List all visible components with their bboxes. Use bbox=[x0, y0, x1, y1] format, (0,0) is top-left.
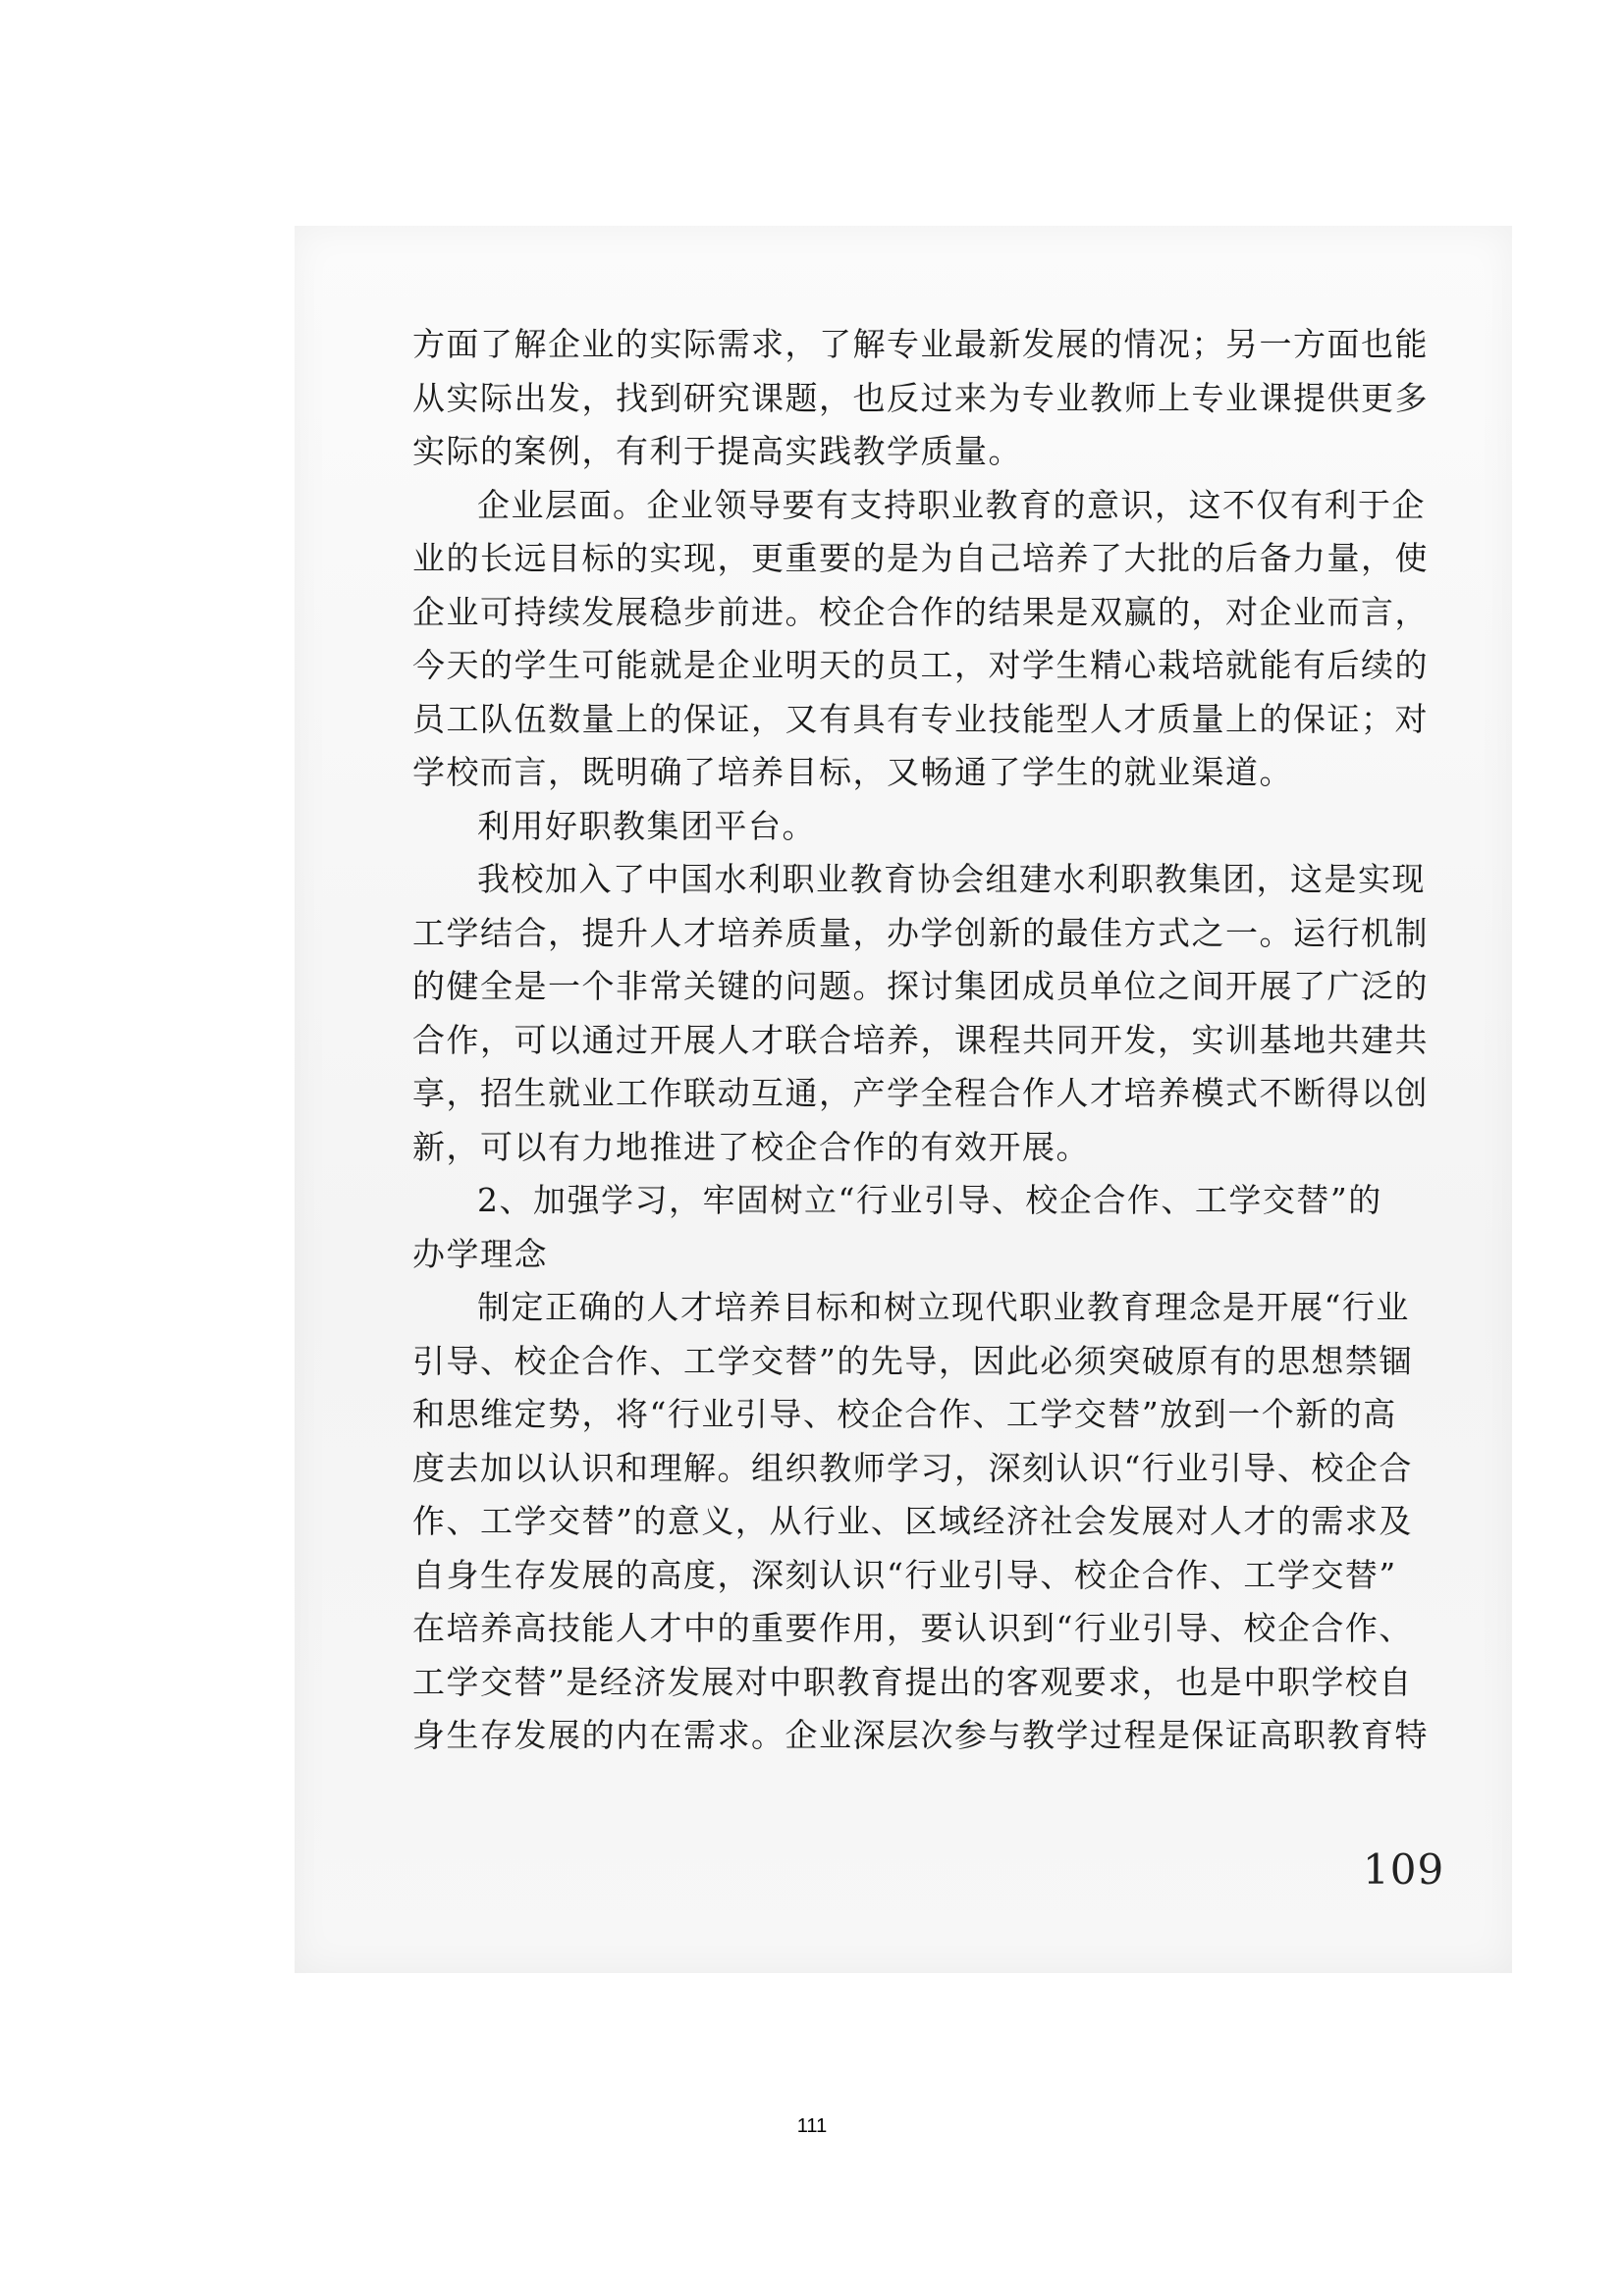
pdf-page-number: 111 bbox=[796, 2115, 828, 2137]
section-heading-line: 利用好职教集团平台。 bbox=[477, 806, 816, 845]
text-line: 工学交替”是经济发展对中职教育提出的客观要求，也是中职学校自 bbox=[412, 1662, 1413, 1701]
text-line: 合作，可以通过开展人才联合培养，课程共同开发，实训基地共建共 bbox=[412, 1020, 1429, 1059]
section-heading-line: 2、加强学习，牢固树立“行业引导、校企合作、工学交替”的 bbox=[477, 1181, 1382, 1219]
text-line: 实际的案例，有利于提高实践教学质量。 bbox=[412, 432, 1022, 470]
text-line: 工学结合，提升人才培养质量，办学创新的最佳方式之一。运行机制 bbox=[412, 913, 1429, 952]
text-line: 企业可持续发展稳步前进。校企合作的结果是双赢的，对企业而言， bbox=[412, 592, 1429, 631]
body-text bbox=[412, 318, 1429, 1763]
text-line: 自身生存发展的高度，深刻认识“行业引导、校企合作、工学交替” bbox=[412, 1555, 1397, 1594]
section-heading-line: 办学理念 bbox=[412, 1234, 548, 1273]
paragraph-start-line: 制定正确的人才培养目标和树立现代职业教育理念是开展“行业 bbox=[477, 1288, 1410, 1326]
text-line: 引导、校企合作、工学交替”的先导，因此必须突破原有的思想禁锢 bbox=[412, 1341, 1413, 1380]
text-line: 身生存发展的内在需求。企业深层次参与教学过程是保证高职教育特 bbox=[412, 1716, 1429, 1754]
text-line: 在培养高技能人才中的重要作用，要认识到“行业引导、校企合作、 bbox=[412, 1609, 1413, 1647]
text-line: 从实际出发，找到研究课题，也反过来为专业教师上专业课提供更多 bbox=[412, 378, 1429, 417]
text-line: 新，可以有力地推进了校企合作的有效开展。 bbox=[412, 1127, 1090, 1166]
text-line: 业的长远目标的实现，更重要的是为自己培养了大批的后备力量，使 bbox=[412, 539, 1429, 577]
scanned-page-number: 109 bbox=[1363, 1845, 1445, 1894]
text-line: 员工队伍数量上的保证，又有具有专业技能型人才质量上的保证；对 bbox=[412, 699, 1429, 738]
text-line: 度去加以认识和理解。组织教师学习，深刻认识“行业引导、校企合 bbox=[412, 1448, 1413, 1487]
paragraph-start-line: 企业层面。企业领导要有支持职业教育的意识，这不仅有利于企 bbox=[477, 485, 1426, 524]
text-line: 学校而言，既明确了培养目标，又畅通了学生的就业渠道。 bbox=[412, 753, 1293, 791]
text-line: 和思维定势，将“行业引导、校企合作、工学交替”放到一个新的高 bbox=[412, 1395, 1397, 1433]
text-line: 今天的学生可能就是企业明天的员工，对学生精心栽培就能有后续的 bbox=[412, 646, 1429, 684]
text-line: 的健全是一个非常关键的问题。探讨集团成员单位之间开展了广泛的 bbox=[412, 967, 1429, 1005]
text-line: 作、工学交替”的意义，从行业、区域经济社会发展对人才的需求及 bbox=[412, 1502, 1413, 1540]
paragraph-start-line: 我校加入了中国水利职业教育协会组建水利职教集团，这是实现 bbox=[477, 860, 1426, 898]
text-line: 方面了解企业的实际需求，了解专业最新发展的情况；另一方面也能 bbox=[412, 325, 1429, 363]
text-line: 享，招生就业工作联动互通，产学全程合作人才培养模式不断得以创 bbox=[412, 1074, 1429, 1112]
